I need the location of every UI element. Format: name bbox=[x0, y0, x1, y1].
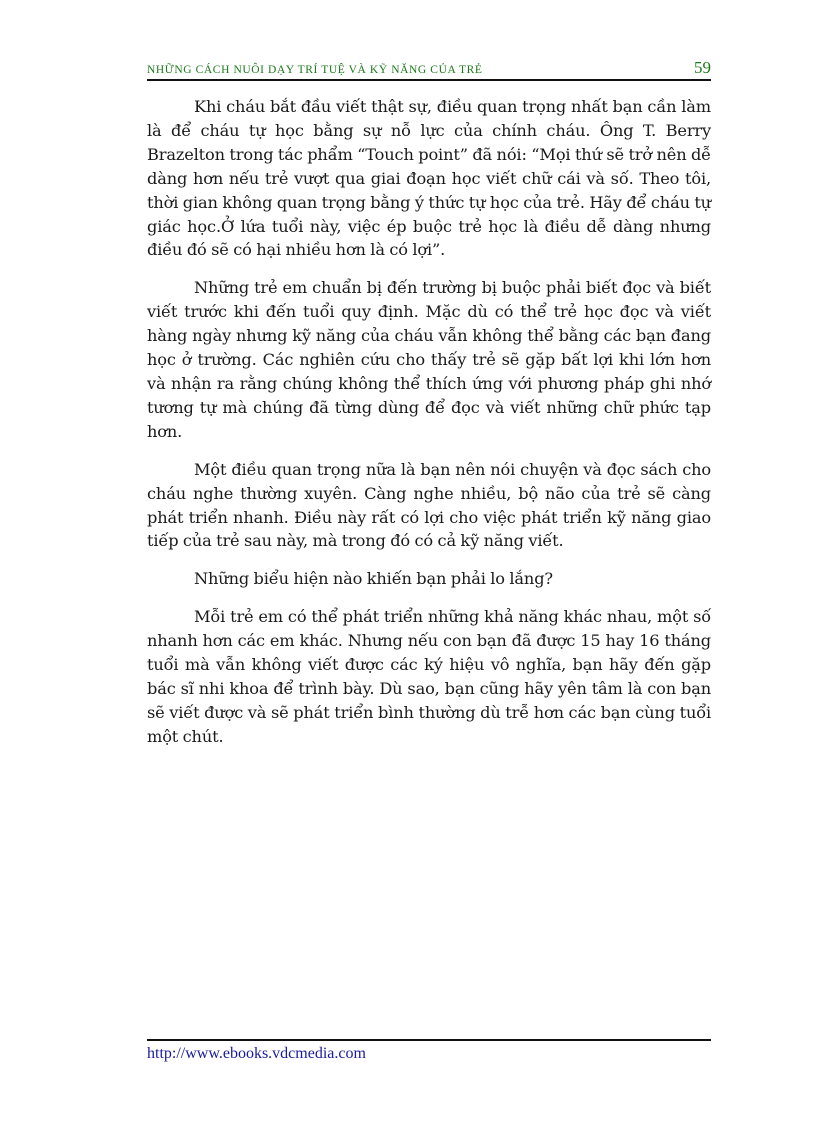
page-header bbox=[147, 57, 711, 79]
page-body bbox=[147, 95, 711, 763]
running-header-title: NHỮNG CÁCH NUÔI DẠY TRÍ TUỆ VÀ KỸ NĂNG CỦA TRẺ bbox=[147, 64, 483, 76]
section-question: Những biểu hiện nào khiến bạn phải lo lắng? bbox=[194, 569, 553, 589]
paragraph-4: Mỗi trẻ em có thể phát triển những khả năng khác nhau, một số nhanh hơn các em khác. Nhưng nếu con bạn đã được 15 hay 16 tháng tuổi mà vẫn không viết được các ký hiệu vô nghĩa, bạn hãy đến gặp bác sĩ nhi khoa để trình bày. Dù sao, bạn cũng hãy yên tâm là con bạn sẽ viết được và sẽ phát triển bình thường dù trễ hơn các bạn cùng tuổi một chút. bbox=[147, 607, 711, 746]
paragraph-2: Những trẻ em chuẩn bị đến trường bị buộc phải biết đọc và biết viết trước khi đến tuổi quy định. Mặc dù có thể trẻ học đọc và viết hàng ngày nhưng kỹ năng của cháu vẫn không thể bằng các bạn đang học ở trường. Các nghiên cứu cho thấy trẻ sẽ gặp bất lợi khi lớn hơn và nhận ra rằng chúng không thể thích ứng với phương pháp ghi nhớ tương tự mà chúng đã từng dùng để đọc và viết những chữ phức tạp hơn. bbox=[147, 278, 711, 441]
footer-divider bbox=[147, 1039, 711, 1041]
paragraph-1: Khi cháu bắt đầu viết thật sự, điều quan trọng nhất bạn cần làm là để cháu tự học bằng sự nỗ lực của chính cháu. Ông T. Berry Brazelton trong tác phẩm “Touch point” đã nói: “Mọi thứ sẽ trở nên dễ dàng hơn nếu trẻ vượt qua giai đoạn học viết chữ cái và số. Theo tôi, thời gian không quan trọng bằng ý thức tự học của trẻ. Hãy để cháu tự giác học.Ở lứa tuổi này, việc ép buộc trẻ học là điều dễ dàng nhưng điều đó sẽ có hại nhiều hơn là có lợi”. bbox=[147, 97, 711, 260]
page-number: 59 bbox=[694, 58, 711, 77]
header-divider bbox=[147, 79, 711, 81]
paragraph-3: Một điều quan trọng nữa là bạn nên nói chuyện và đọc sách cho cháu nghe thường xuyên. Càng nghe nhiều, bộ não của trẻ sẽ càng phát triển nhanh. Điều này rất có lợi cho việc phát triển kỹ năng giao tiếp của trẻ sau này, mà trong đó có cả kỹ năng viết. bbox=[147, 459, 711, 551]
footer-website-link[interactable]: http://www.ebooks.vdcmedia.com bbox=[147, 1045, 366, 1062]
